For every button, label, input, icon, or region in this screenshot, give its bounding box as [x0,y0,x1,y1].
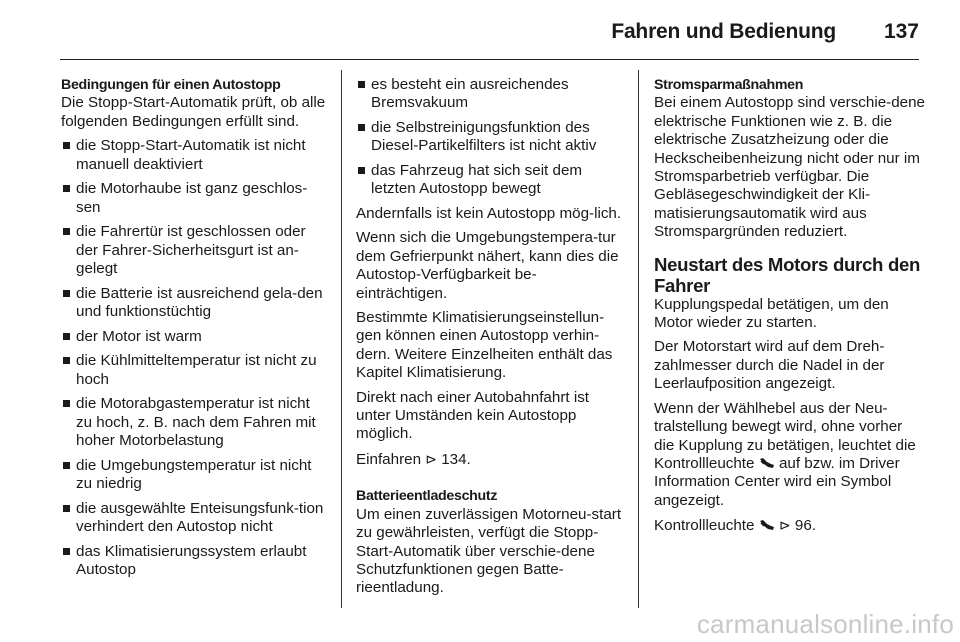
conditions-list [61,137,327,579]
list-item-text: die Kühlmitteltemperatur ist nicht zu hoch [76,352,317,388]
column-3 [654,76,926,542]
page-number: 137 [883,20,919,43]
cross-reference[interactable] [654,516,926,535]
bullet-square-icon [358,124,365,131]
list-item [356,76,622,113]
paragraph: Um einen zuverlässigen Motorneu-start zu gewährleisten, verfügt die Stopp-Start-Automatik über verschie-dene Schutzfunktionen gegen Batte-rieentladung. [356,505,622,597]
list-item [356,162,622,199]
bullet-square-icon [63,185,70,192]
list-item-text: die ausgewählte Enteisungsfunk-tion verhindert den Autostop nicht [76,499,324,536]
bullet-square-icon [63,400,70,407]
list-item-text: die Umgebungstemperatur ist nicht zu niedrig [76,456,312,493]
bullet-square-icon [63,462,70,469]
paragraph: Die Stopp-Start-Automatik prüft, ob alle folgenden Bedingungen erfüllt sind. [61,94,326,130]
paragraph-with-icon [654,400,926,510]
autostop-indicator-icon [759,519,775,531]
paragraph: Andernfalls ist kein Autostopp mög-lich. [356,205,622,222]
list-item [356,119,622,156]
list-item-text: die Motorhaube ist ganz geschlos-sen [76,180,308,216]
section-heading-battery-protection: Batterieentladeschutz [356,488,498,505]
list-item [61,285,327,322]
list-item [61,180,327,217]
reference-text: Kontrollleuchte [654,517,755,535]
conditions-list-continued [356,76,622,199]
section-heading-autostop-conditions: Bedingungen für einen Autostopp [61,77,281,93]
paragraph: Direkt nach einer Autobahnfahrt ist unter Umständen kein Autostopp möglich. [356,388,590,443]
section-heading-restart: Neustart des Motors durch den Fahrer [654,253,921,296]
list-item-text: die Stopp-Start-Automatik ist nicht manuell deaktiviert [76,137,306,173]
list-item-text: es besteht ein ausreichendes Bremsvakuum [371,76,569,112]
list-item-text: die Fahrertür ist geschlossen oder der Fahrer-Sicherheitsgurt ist an-gelegt [76,223,306,278]
bullet-square-icon [63,505,70,512]
reference-text: Einfahren [356,450,422,468]
bullet-square-icon [358,167,365,174]
bullet-square-icon [358,81,365,88]
list-item [61,223,327,278]
list-item [61,137,327,174]
list-item [61,328,327,346]
reference-arrow-icon: ⊳ [778,517,791,534]
paragraph: Bei einem Autostopp sind verschie-dene elektrische Funktionen wie z. B. die elektrische Zusatzheizung oder die Heckscheibenheizung nicht oder nur im Stromsparbetrieb verfügbar. Die Gebläsegeschwindigkeit der Kli-matisierungsautomatik wird aus Stromspargründen reduziert. [654,94,926,241]
bullet-square-icon [63,142,70,149]
reference-page: 96. [794,517,817,535]
watermark: carmanualsonline.info [696,609,954,639]
bullet-square-icon [63,548,70,555]
column-divider-1 [341,70,342,608]
list-item [61,457,327,494]
paragraph: Bestimmte Klimatisierungseinstellun-gen können einen Autostopp verhin-dern. Weitere Einzelheiten enthält das Kapitel Klimatisierung. [356,309,613,382]
paragraph: Wenn sich die Umgebungstempera-tur dem Gefrierpunkt nähert, kann dies die Autostop-Verfügbarkeit be-einträchtigen. [356,229,619,302]
list-item-text: die Selbstreinigungsfunktion des Diesel-Partikelfilters ist nicht aktiv [371,119,597,155]
list-item [61,500,327,537]
list-item [61,395,327,450]
list-item-text: die Motorabgastemperatur ist nicht zu hoch, z. B. nach dem Fahren mit hoher Motorbelastung [76,395,316,450]
column-2 [356,76,622,604]
autostop-indicator-icon [759,457,775,469]
column-1 [61,76,327,586]
list-item-text: der Motor ist warm [76,327,202,345]
bullet-square-icon [63,357,70,364]
bullet-square-icon [63,333,70,340]
list-item [61,352,327,389]
paragraph: Kupplungspedal betätigen, um den Motor wieder zu starten. [654,295,889,332]
section-heading-power-saving: Stromsparmaßnahmen [654,77,804,93]
reference-arrow-icon: ⊳ [425,450,437,467]
header-rule [60,59,919,60]
reference-page: 134. [441,450,471,468]
column-divider-2 [638,70,639,608]
list-item [61,543,327,580]
list-item-text: die Batterie ist ausreichend gela-den und funktionstüchtig [76,284,323,321]
list-item-text: das Fahrzeug hat sich seit dem letzten Autostopp bewegt [371,162,583,198]
paragraph-text: auf bzw. im Driver Information Center wird ein Symbol angezeigt. [654,454,900,509]
bullet-square-icon [63,228,70,235]
header-title: Fahren und Bedienung [611,20,836,43]
paragraph-text: Wenn der Wählhebel aus der Neu-tralstellung bewegt wird, ohne vorher die Kupplung zu betätigen, leuchtet die Kontrollleuchte [654,399,916,472]
list-item-text: das Klimatisierungssystem erlaubt Autostop [76,542,307,579]
page-header [0,0,960,62]
paragraph: Der Motorstart wird auf dem Dreh-zahlmesser durch die Nadel in der Leerlaufposition angezeigt. [654,338,885,393]
cross-reference[interactable] [356,450,622,469]
bullet-square-icon [63,290,70,297]
